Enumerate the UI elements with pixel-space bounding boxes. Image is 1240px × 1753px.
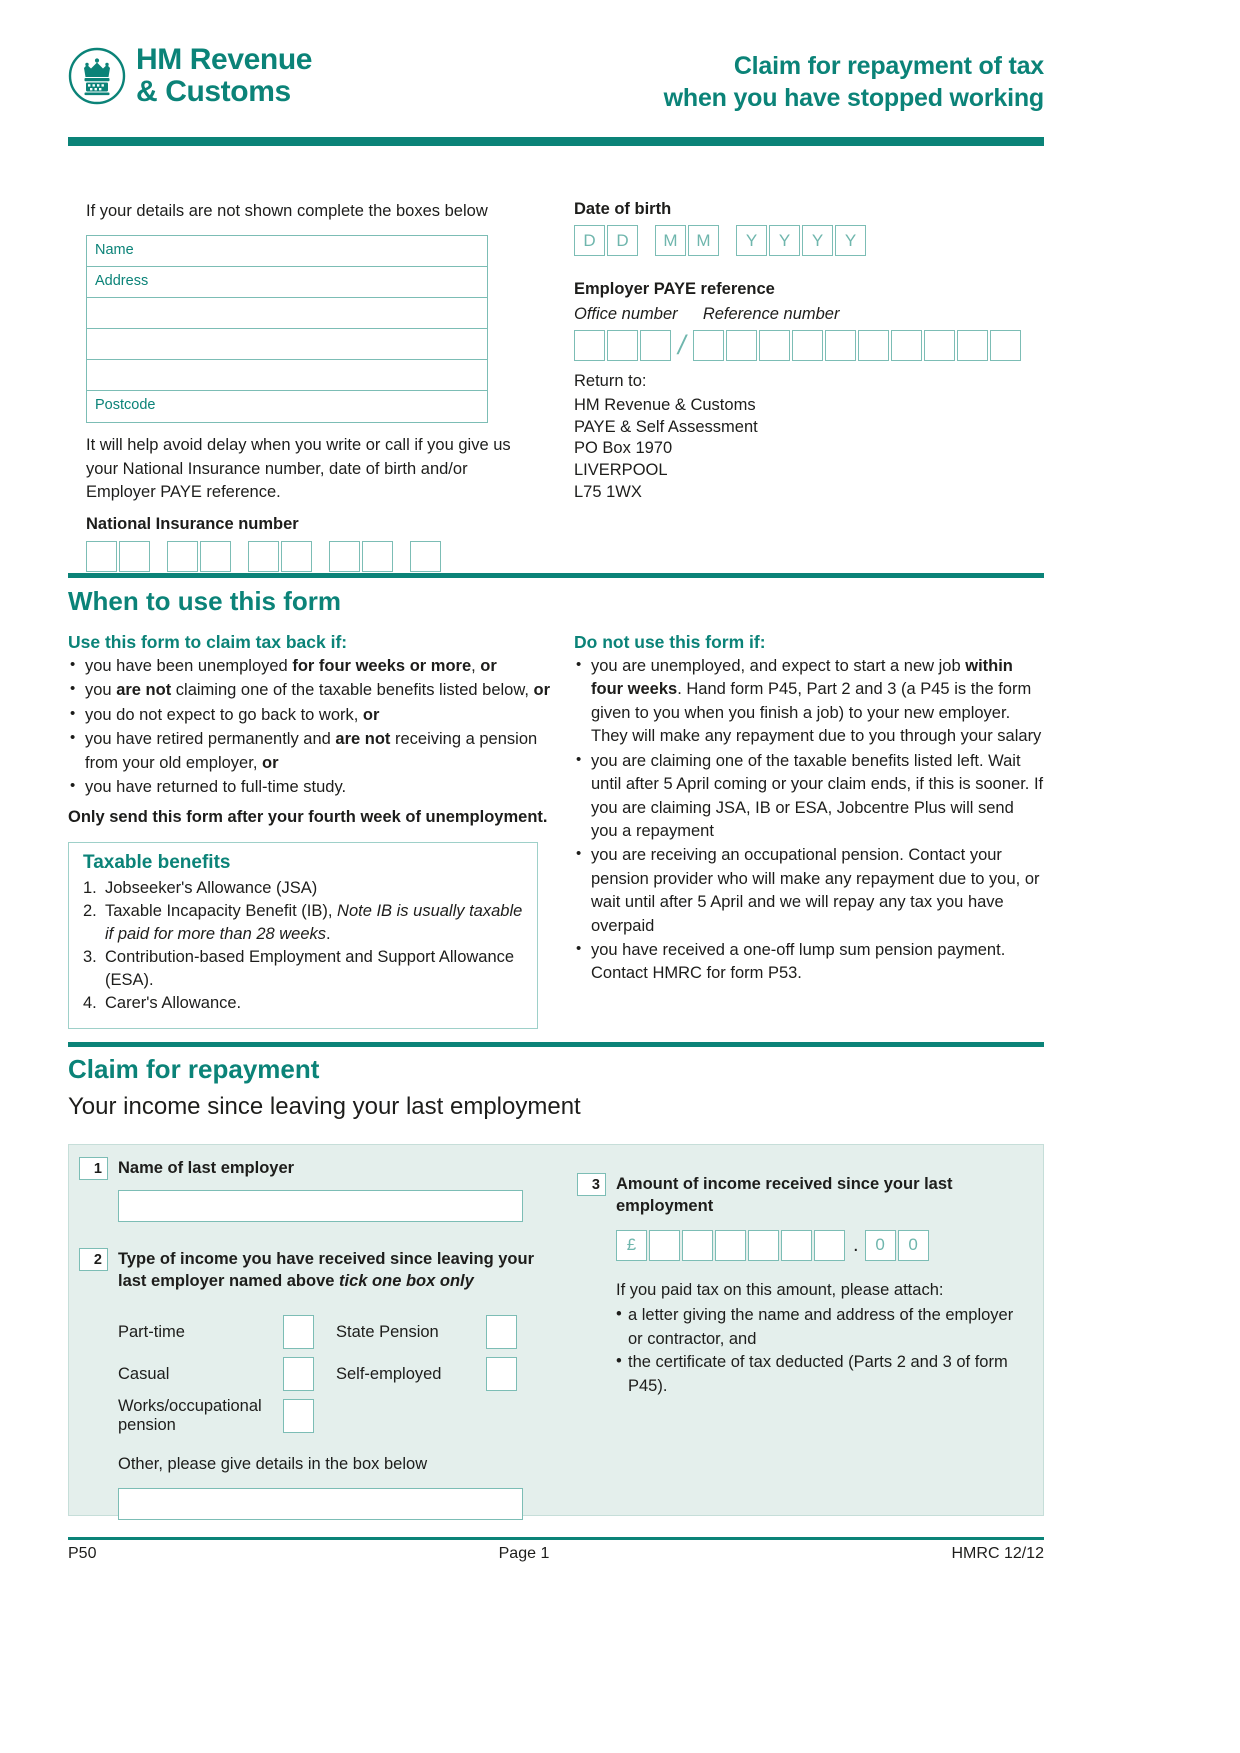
dob-cell-y4[interactable]: Y [835,225,866,256]
option-works-occupational-pension-label: Works/occupational pension [118,1396,262,1434]
dob-cell-d2[interactable]: D [607,225,638,256]
paye-ref-cell-9[interactable] [957,330,988,361]
header-divider [68,137,1044,146]
address-field-row-3[interactable] [87,329,487,360]
attachment-note-2: • the certificate of tax deducted (Parts 2 and 3 of form P45). [616,1351,1027,1398]
amount-cell-1[interactable] [649,1230,680,1261]
paye-reference-number-label: Reference number [702,305,840,323]
attachment-note-intro: If you paid tax on this amount, please attach: [616,1280,944,1299]
tick-one-box-note: tick one box only [339,1272,474,1291]
return-to-label: Return to: [574,372,647,390]
ni-cell-4[interactable] [200,541,231,572]
return-address-line-4: LIVERPOOL [574,461,668,480]
name-field-label: Name [95,242,134,259]
question-2-label-line-1: Type of income you have received since leaving your [118,1250,535,1268]
dob-cell-m2[interactable]: M [688,225,719,256]
ni-number-label: National Insurance number [86,514,299,533]
dob-cell-m1[interactable]: M [655,225,686,256]
other-details-input[interactable] [118,1488,523,1520]
ni-cell-8[interactable] [362,541,393,572]
option-state-pension[interactable] [336,1311,536,1353]
do-not-use-subheading: Do not use this form if: [574,632,766,652]
amount-cell-3[interactable] [715,1230,746,1261]
dob-input[interactable] [574,225,1044,256]
paye-office-number-label: Office number [574,305,678,323]
option-casual-label: Casual [118,1364,170,1383]
ni-cell-7[interactable] [329,541,360,572]
only-send-note: Only send this form after your fourth week of unemployment. [68,807,548,826]
do-not-use-column [574,632,1044,1029]
decimal-separator: . [853,1234,859,1257]
paye-reference-input[interactable] [574,330,1044,361]
list-item: • you have been unemployed for four weeks or more, or [68,655,568,678]
amount-cell-6[interactable] [814,1230,845,1261]
option-self-employed-label: Self-employed [336,1364,442,1383]
question-2-number: 2 [79,1248,108,1271]
list-item: • you are unemployed, and expect to start a new job within four weeks. Hand form P45, Part 2 and 3 (a P45 is the form given to you when you finish a job) to your new employer. They will make any repayment due to you through your salary [574,655,1044,749]
income-type-options-right [336,1311,536,1437]
address-field-label: Address [95,273,149,290]
question-2 [79,1248,549,1293]
title-line-2: when you have stopped working [663,84,1044,112]
taxable-benefits-list [83,877,523,1016]
dob-cell-y2[interactable]: Y [769,225,800,256]
option-self-employed[interactable] [336,1353,536,1395]
question-1 [79,1157,549,1180]
page-footer [68,1545,1044,1563]
list-item: 4. Carer's Allowance. [83,994,242,1013]
use-form-column [68,632,568,1029]
list-item: • you have returned to full-time study. [68,776,568,799]
return-address-line-3: PO Box 1970 [574,439,673,458]
last-employer-name-input[interactable] [118,1190,523,1222]
list-item: 1. Jobseeker's Allowance (JSA) [83,878,318,897]
ni-cell-1[interactable] [86,541,117,572]
details-right-column [574,200,1044,572]
other-details-label: Other, please give details in the box below [118,1454,428,1473]
taxable-benefits-title: Taxable benefits [83,851,231,873]
amount-cell-4[interactable] [748,1230,779,1261]
paye-ref-cell-3[interactable] [759,330,790,361]
ni-cell-9[interactable] [410,541,441,572]
attachment-note-list [616,1304,1027,1398]
address-field-row-4[interactable] [87,360,487,391]
claim-section-header [68,1054,1044,1121]
claim-subheading: Your income since leaving your last employment [68,1093,581,1120]
paye-separator: / [678,330,686,360]
use-form-subheading: Use this form to claim tax back if: [68,632,348,652]
question-2-label-line-2: last employer named above tick one box only [118,1272,474,1291]
claim-panel-left [79,1157,549,1520]
paye-ref-cell-8[interactable] [924,330,955,361]
address-box [86,235,488,423]
return-address-line-1: HM Revenue & Customs [574,395,756,414]
when-to-use-heading: When to use this form [68,586,341,616]
paye-ref-cell-2[interactable] [726,330,757,361]
paye-ref-cell-7[interactable] [891,330,922,361]
currency-symbol-cell: £ [616,1230,647,1261]
footer-form-code: P50 [68,1545,97,1562]
title-line-1: Claim for repayment of tax [733,52,1044,80]
question-2-label [118,1248,534,1293]
amount-cell-5[interactable] [781,1230,812,1261]
details-helper-text: It will help avoid delay when you write or call if you give us your National Insurance number, date of birth and/or Employer PAYE reference. [86,436,511,502]
taxable-benefits-box [68,842,538,1029]
amount-cell-2[interactable] [682,1230,713,1261]
option-casual[interactable] [118,1353,336,1395]
option-part-time[interactable] [118,1311,336,1353]
postcode-field-label: Postcode [95,397,156,414]
question-3 [577,1173,1027,1218]
logo-line-2: & Customs [136,75,291,109]
income-type-options [118,1311,549,1437]
option-self-employed-checkbox[interactable] [486,1357,517,1391]
page-title [664,44,1044,114]
name-field-row[interactable] [87,236,487,267]
option-works-occupational-pension-checkbox[interactable] [283,1399,314,1433]
ni-cell-3[interactable] [167,541,198,572]
question-1-number: 1 [79,1157,108,1180]
logo-line-1: HM Revenue [136,43,313,76]
when-to-use-section [68,586,1044,1029]
paye-ref-cell-6[interactable] [858,330,889,361]
paye-office-cell-1[interactable] [574,330,605,361]
option-part-time-checkbox[interactable] [283,1315,314,1349]
details-left-column [68,200,538,572]
paye-sublabels [574,305,1044,324]
use-form-bullet-list [68,655,568,800]
crown-logo-icon [68,47,126,105]
pence-cell-1[interactable]: 0 [865,1230,896,1261]
option-part-time-label: Part-time [118,1322,185,1341]
question-3-number: 3 [577,1173,606,1196]
attachment-note-1: • a letter giving the name and address of the employer or contractor, and [616,1304,1027,1351]
paye-ref-cell-4[interactable] [792,330,823,361]
pence-cell-2[interactable]: 0 [898,1230,929,1261]
return-address-line-2: PAYE & Self Assessment [574,417,758,436]
return-address-line-5: L75 1WX [574,482,642,501]
claim-form-panel [68,1144,1044,1516]
ni-number-input[interactable] [86,541,538,572]
footer-divider [68,1537,1044,1540]
list-item: • you are claiming one of the taxable benefits listed left. Wait until after 5 April coming or your claim ends, if this is sooner. If you are claiming JSA, IB or ESA, Jobcentre Plus will send you a repayment [574,750,1044,844]
claim-heading: Claim for repayment [68,1054,320,1084]
details-lead-text: If your details are not shown complete the boxes below [86,202,488,220]
personal-details-section [68,200,1044,572]
list-item: • you are not claiming one of the taxable benefits listed below, or [68,679,568,702]
option-state-pension-checkbox[interactable] [486,1315,517,1349]
list-item: • you have received a one-off lump sum pension payment. Contact HMRC for form P53. [574,939,1044,986]
address-field-row-2[interactable] [87,298,487,329]
address-field-row-1[interactable] [87,267,487,298]
income-amount-input[interactable] [616,1230,1027,1261]
paye-office-cell-3[interactable] [640,330,671,361]
option-works-occupational-pension[interactable] [118,1395,336,1437]
claim-section-divider [68,1042,1044,1047]
list-item: • you do not expect to go back to work, or [68,704,568,727]
ni-cell-5[interactable] [248,541,279,572]
ni-cell-2[interactable] [119,541,150,572]
paye-office-cell-2[interactable] [607,330,638,361]
list-item: 2. Taxable Incapacity Benefit (IB), Note IB is usually taxable if paid for more than 28 weeks. [83,902,523,944]
paye-ref-cell-5[interactable] [825,330,856,361]
list-item: • you have retired permanently and are not receiving a pension from your old employer, or [68,728,568,775]
paye-ref-cell-10[interactable] [990,330,1021,361]
option-state-pension-label: State Pension [336,1322,439,1341]
dob-label: Date of birth [574,200,672,218]
dob-cell-d1[interactable]: D [574,225,605,256]
postcode-field-row[interactable] [87,391,487,422]
footer-hmrc-version: HMRC 12/12 [951,1545,1044,1562]
dob-cell-y1[interactable]: Y [736,225,767,256]
hmrc-logo [68,44,312,109]
list-item: • you are receiving an occupational pension. Contact your pension provider who will make any repayment due to you, or wait until after 5 April and we will repay any tax you have overpaid [574,844,1044,938]
question-3-label: Amount of income received since your last employment [616,1175,953,1216]
question-1-label: Name of last employer [118,1159,295,1177]
footer-page-number: Page 1 [498,1545,550,1562]
page-header [68,44,1044,114]
option-casual-checkbox[interactable] [283,1357,314,1391]
paye-reference-label: Employer PAYE reference [574,280,775,298]
dob-cell-y3[interactable]: Y [802,225,833,256]
claim-panel-right [577,1173,1027,1398]
list-item: 3. Contribution-based Employment and Support Allowance (ESA). [83,948,515,990]
when-to-use-divider [68,573,1044,578]
do-not-use-bullet-list [574,655,1044,986]
return-address [574,395,1044,504]
ni-cell-6[interactable] [281,541,312,572]
hmrc-wordmark [136,44,312,109]
paye-ref-cell-1[interactable] [693,330,724,361]
income-type-options-left [118,1311,336,1437]
